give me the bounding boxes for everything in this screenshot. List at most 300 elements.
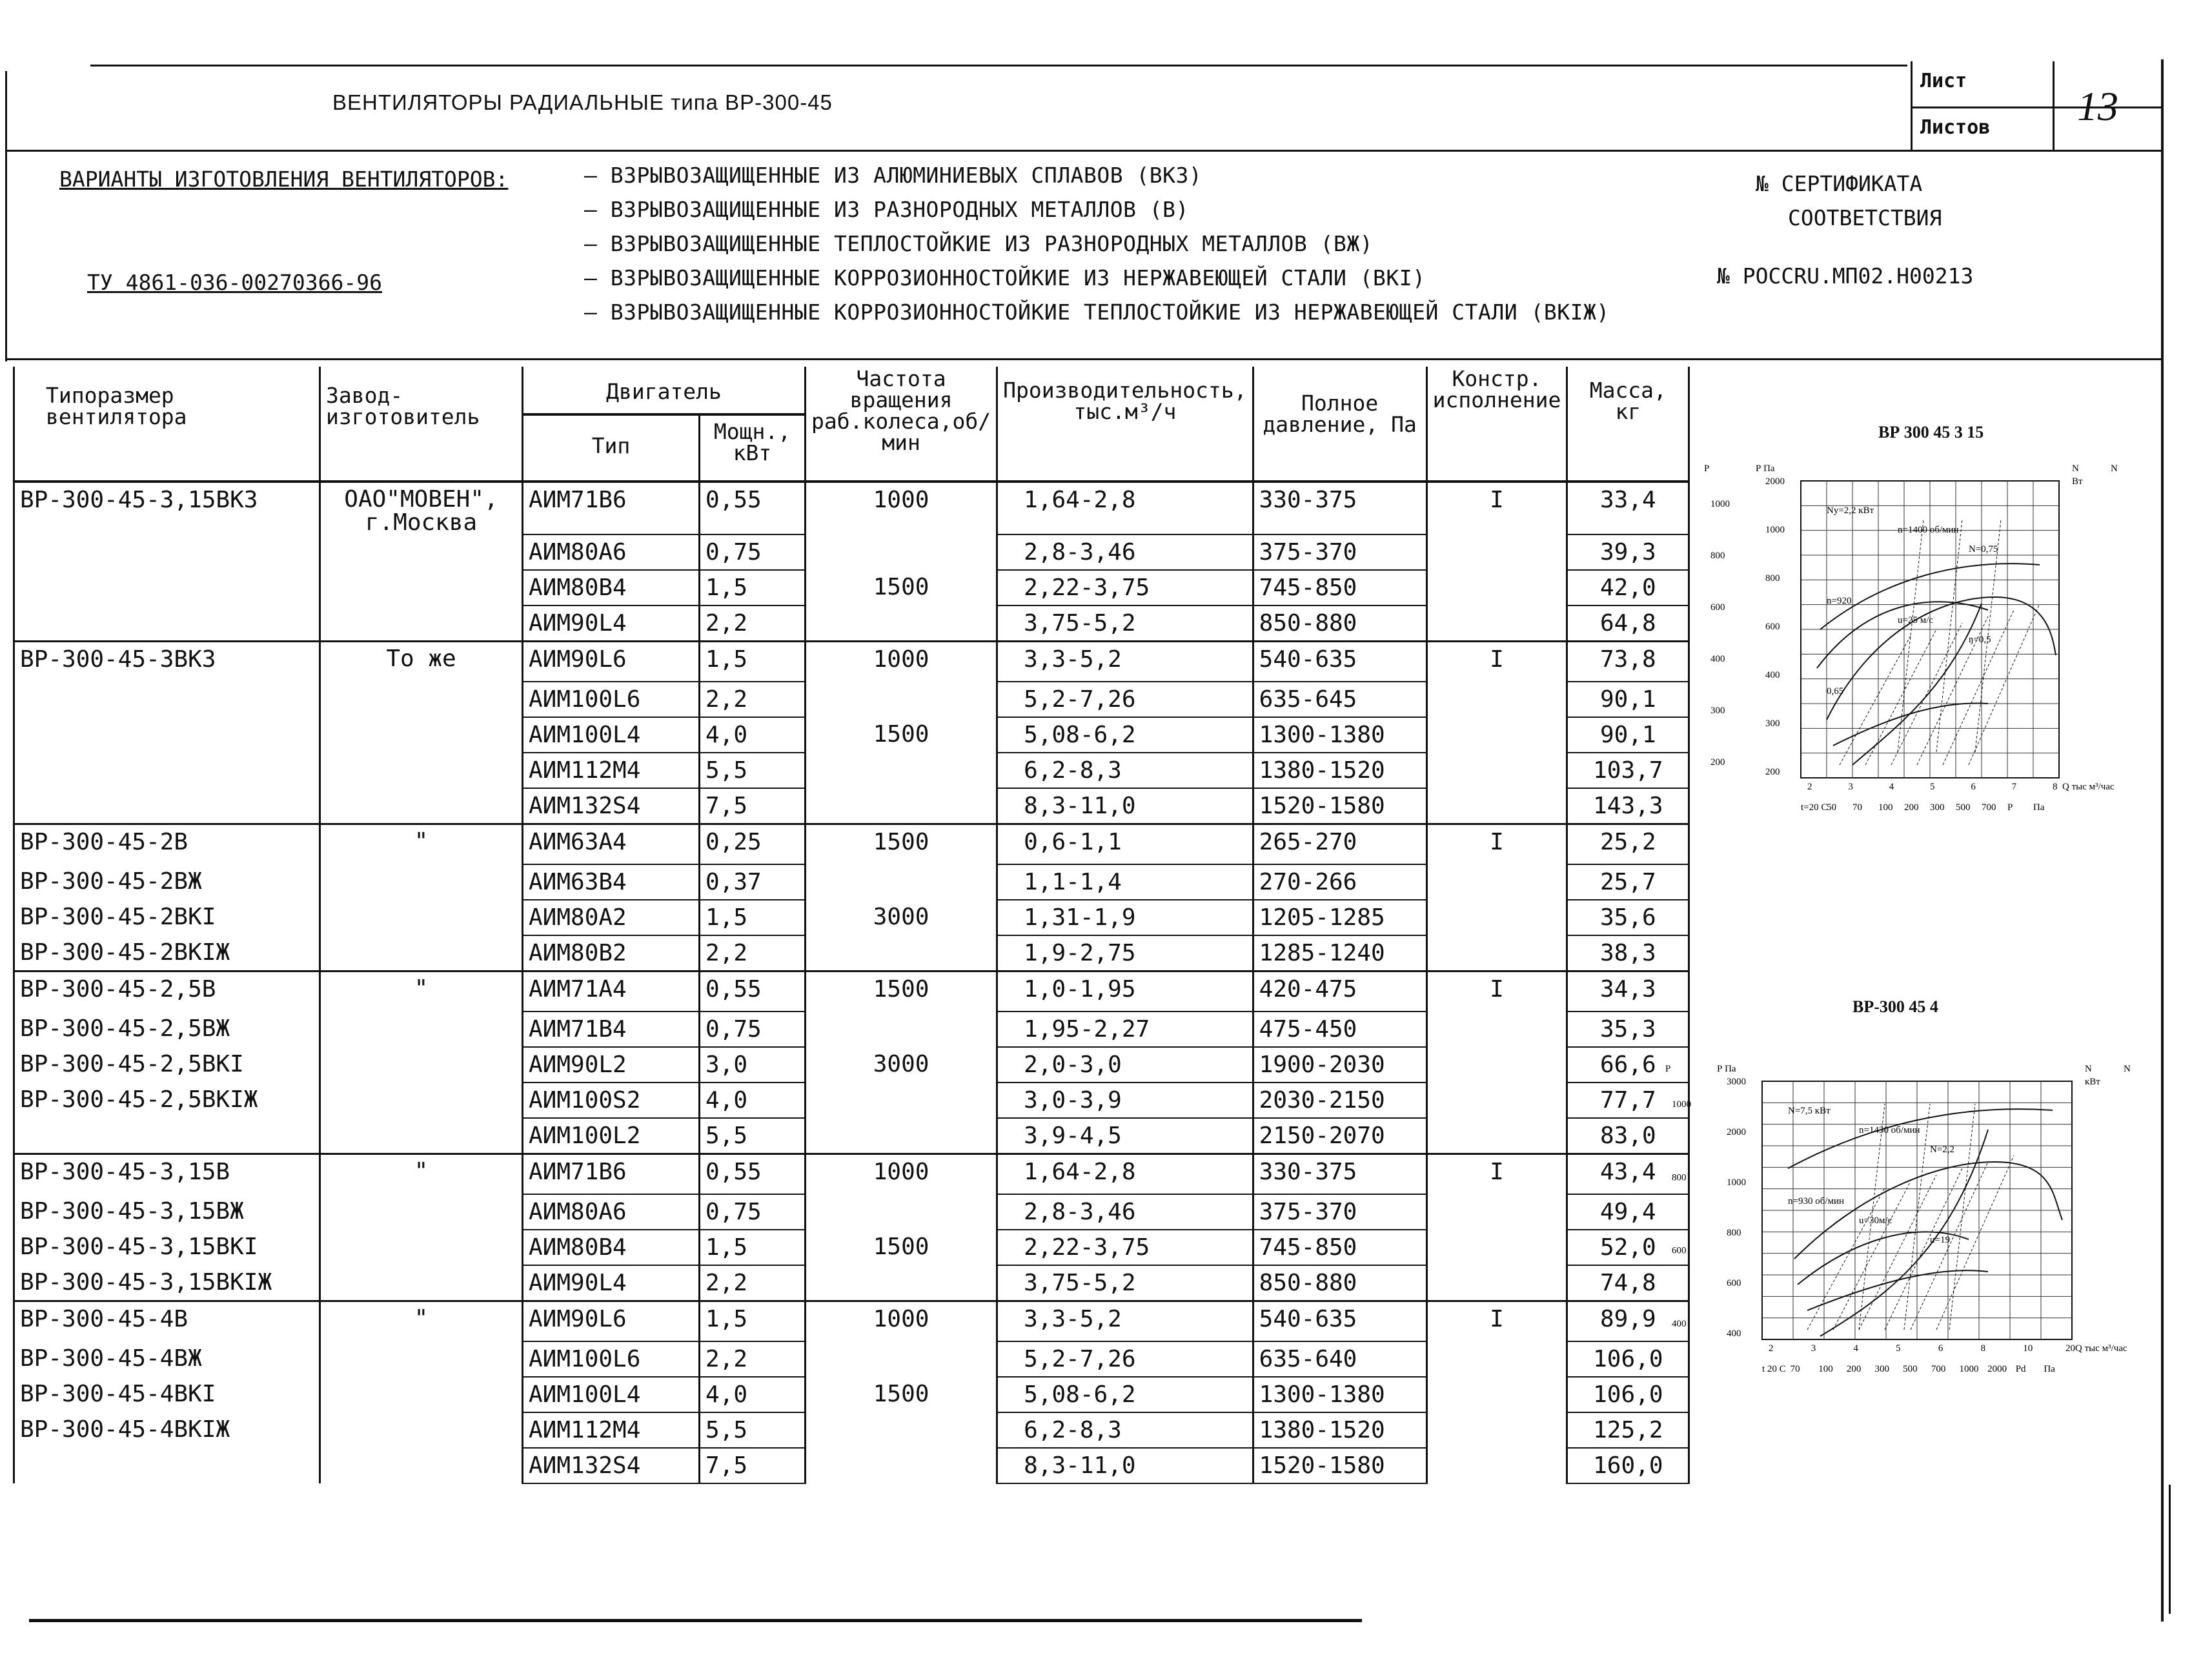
pressure-cell: 745-850 [1253,570,1426,605]
maker-cell [320,1083,523,1118]
x-tick: 6 [1938,1343,1943,1354]
x-tick: 2 [1807,782,1812,792]
size-cell: ВР-300-45-2,5В [14,971,320,1012]
mass-cell: 90,1 [1567,682,1689,717]
design-cell: I [1426,482,1567,534]
table-row [14,1154,1689,1195]
capacity-cell: 1,95-2,27 [997,1012,1253,1047]
bottom-scale-tick: 300 [1874,1364,1890,1374]
mass-cell: 160,0 [1567,1448,1689,1483]
sheet-number: 13 [2077,83,2118,129]
chart-plot [1665,1026,2182,1427]
y-tick-inner: 2000 [1727,1127,1746,1137]
mass-cell: 143,3 [1567,788,1689,824]
variant-item: – ВЗРЫВОЗАЩИЩЕННЫЕ ИЗ АЛЮМИНИЕВЫХ СПЛАВОВ (ВКЗ) [584,163,1202,188]
pressure-cell: 540-635 [1253,1301,1426,1342]
design-cell [1426,900,1567,935]
design-cell: I [1426,1154,1567,1195]
speed-cell [806,753,997,788]
speed-cell: 1500 [806,717,997,753]
design-cell [1426,605,1567,642]
y-axis-label: Вт [2072,476,2083,487]
maker-cell [320,1265,523,1301]
size-cell [14,534,320,570]
table-row [14,534,1689,570]
pressure-cell: 330-375 [1253,1154,1426,1195]
bottom-scale-tick: 700 [1982,802,1996,813]
speed-cell: 1500 [806,824,997,865]
speed-cell: 1500 [806,1377,997,1412]
motor-type-cell: АИМ90L2 [523,1047,700,1083]
capacity-cell: 0,6-1,1 [997,824,1253,865]
maker-cell [320,1230,523,1265]
size-cell: ВР-300-45-2,5ВЖ [14,1012,320,1047]
motor-power-cell: 2,2 [700,1265,806,1301]
x-tick: 10 [2023,1343,2033,1354]
mass-cell: 35,6 [1567,900,1689,935]
motor-type-cell: АИМ90L4 [523,605,700,642]
x-tick: 7 [2011,782,2017,792]
capacity-cell: 2,8-3,46 [997,534,1253,570]
y-axis-label: Р Па [1756,463,1775,474]
motor-type-cell: АИМ112М4 [523,753,700,788]
variants-label: ВАРИАНТЫ ИЗГОТОВЛЕНИЯ ВЕНТИЛЯТОРОВ: [59,167,509,192]
capacity-cell: 1,0-1,95 [997,971,1253,1012]
motor-power-cell: 0,75 [700,1194,806,1230]
x-tick: 20 [2065,1343,2075,1354]
motor-power-cell: 1,5 [700,570,806,605]
y-tick-outer: 400 [1710,654,1725,664]
page-title: ВЕНТИЛЯТОРЫ РАДИАЛЬНЫЕ типа ВР-300-45 [332,90,833,114]
variant-item: – ВЗРЫВОЗАЩИЩЕННЫЕ КОРРОЗИОННОСТОЙКИЕ ИЗ НЕРЖАВЕЮЩЕЙ СТАЛИ (ВКI) [584,265,1426,290]
bottom-rule [29,1619,1362,1622]
motor-power-cell: 1,5 [700,900,806,935]
design-cell [1426,864,1567,900]
x-tick: 8 [1980,1343,1986,1354]
design-cell [1426,1412,1567,1448]
size-cell [14,605,320,642]
bottom-scale-tick: 70 [1852,802,1862,813]
col-size-header: Типоразмер вентилятора [14,367,320,482]
maker-cell: " [320,824,523,865]
mass-cell: 49,4 [1567,1194,1689,1230]
col-motor-header: Двигатель [523,367,806,414]
mass-cell: 77,7 [1567,1083,1689,1118]
motor-type-cell: АИМ132S4 [523,1448,700,1483]
speed-cell: 1000 [806,1154,997,1195]
bottom-scale-tick: 1000 [1959,1364,1979,1374]
table-row [14,971,1689,1012]
y-tick-inner: 1000 [1727,1177,1746,1188]
size-cell: ВР-300-45-2,5ВКI [14,1047,320,1083]
y-tick-inner: 800 [1727,1228,1741,1238]
table-row [14,717,1689,753]
fan-spec-table [13,367,1690,1484]
col-mass-header: Масса, кг [1567,367,1689,482]
capacity-cell: 8,3-11,0 [997,788,1253,824]
pressure-cell: 2030-2150 [1253,1083,1426,1118]
capacity-cell: 6,2-8,3 [997,1412,1253,1448]
size-cell: ВР-300-45-3,15В [14,1154,320,1195]
col-speed-header: Частота вращения раб.колеса,об/мин [806,367,997,482]
maker-cell [320,1194,523,1230]
motor-type-cell: АИМ80А6 [523,534,700,570]
chart-annotation: N=0,75 [1969,544,1998,554]
mass-cell: 39,3 [1567,534,1689,570]
maker-cell: То же [320,642,523,682]
mass-cell: 125,2 [1567,1412,1689,1448]
x-tick: 8 [2053,782,2058,792]
table-row [14,642,1689,682]
size-cell: ВР-300-45-4ВКI [14,1377,320,1412]
capacity-cell: 3,3-5,2 [997,1301,1253,1342]
mass-cell: 89,9 [1567,1301,1689,1342]
pressure-cell: 1285-1240 [1253,935,1426,971]
maker-cell [320,605,523,642]
speed-cell [806,1118,997,1154]
col-capacity-header: Производительность, тыс.м³/ч [997,367,1253,482]
x-tick: 3 [1848,782,1853,792]
chart-annotation: ŋ=0,5 [1969,635,1991,645]
maker-cell: " [320,1301,523,1342]
motor-type-cell: АИМ100S2 [523,1083,700,1118]
y-axis-label: N [2111,463,2118,474]
certificate-subtitle: СООТВЕТСТВИЯ [1788,205,1942,230]
motor-power-cell: 3,0 [700,1047,806,1083]
x-tick: 5 [1930,782,1935,792]
pressure-cell: 540-635 [1253,642,1426,682]
table-row [14,1012,1689,1047]
size-cell: ВР-300-45-2ВКI [14,900,320,935]
motor-type-cell: АИМ90L4 [523,1265,700,1301]
variant-item: – ВЗРЫВОЗАЩИЩЕННЫЕ КОРРОЗИОННОСТОЙКИЕ ТЕПЛОСТОЙКИЕ ИЗ НЕРЖАВЕЮЩЕЙ СТАЛИ (ВКIЖ) [584,300,1610,325]
speed-cell: 1500 [806,570,997,605]
motor-power-cell: 7,5 [700,1448,806,1483]
pressure-cell: 1520-1580 [1253,788,1426,824]
design-cell [1426,1194,1567,1230]
bottom-scale-tick: 2000 [1987,1364,2007,1374]
design-cell [1426,1118,1567,1154]
x-axis-label: Q тыс м³/час [2062,782,2115,792]
capacity-cell: 1,64-2,8 [997,482,1253,534]
performance-chart-4 [1665,997,2182,1423]
mass-cell: 66,6 [1567,1047,1689,1083]
mass-cell: 73,8 [1567,642,1689,682]
motor-type-cell: АИМ80В4 [523,1230,700,1265]
design-cell [1426,1012,1567,1047]
motor-type-cell: АИМ100L2 [523,1118,700,1154]
size-cell: ВР-300-45-3,15ВКIЖ [14,1265,320,1301]
design-cell [1426,753,1567,788]
performance-chart-3-15 [1704,413,2169,852]
table-row [14,1341,1689,1377]
table-row [14,1412,1689,1448]
size-cell [14,753,320,788]
table-row [14,900,1689,935]
motor-power-cell: 4,0 [700,717,806,753]
mass-cell: 38,3 [1567,935,1689,971]
motor-power-cell: 0,37 [700,864,806,900]
chart-annotation: 0,65 [1827,686,1844,697]
x-tick: 2 [1769,1343,1774,1354]
mass-cell: 83,0 [1567,1118,1689,1154]
motor-power-cell: 0,55 [700,482,806,534]
capacity-cell: 1,64-2,8 [997,1154,1253,1195]
left-border [5,71,7,361]
motor-power-cell: 1,5 [700,642,806,682]
design-cell [1426,1377,1567,1412]
maker-cell [320,1377,523,1412]
chart-title: ВР 300 45 3 15 [1878,423,1984,442]
speed-cell: 1000 [806,1301,997,1342]
speed-cell [806,1448,997,1483]
capacity-cell: 6,2-8,3 [997,753,1253,788]
col-motor-type-header: Тип [523,414,700,482]
chart-annotation: n=920 [1827,596,1852,606]
table-row [14,1265,1689,1301]
y-axis-label: кВт [2085,1077,2100,1087]
speed-cell [806,864,997,900]
capacity-cell: 8,3-11,0 [997,1448,1253,1483]
variants-bottom-rule [6,358,2162,360]
motor-type-cell: АИМ112М4 [523,1412,700,1448]
col-motor-power-header: Мощн., кВт [700,414,806,482]
bottom-scale-tick: 70 [1790,1364,1800,1374]
y-tick-outer: 1000 [1710,499,1730,509]
pressure-cell: 2150-2070 [1253,1118,1426,1154]
bottom-scale-tick: t 20 С [1762,1364,1786,1374]
pressure-cell: 745-850 [1253,1230,1426,1265]
motor-power-cell: 7,5 [700,788,806,824]
bottom-scale-tick: 300 [1930,802,1945,813]
y-tick-inner: 200 [1765,767,1780,777]
mass-cell: 34,3 [1567,971,1689,1012]
speed-cell: 3000 [806,900,997,935]
y-tick-inner: 800 [1765,573,1780,584]
table-row [14,1194,1689,1230]
maker-cell [320,570,523,605]
capacity-cell: 5,2-7,26 [997,682,1253,717]
bottom-scale-tick: 200 [1846,1364,1862,1374]
speed-cell [806,1194,997,1230]
speed-cell [806,1265,997,1301]
bottom-scale-tick: 200 [1904,802,1919,813]
mass-cell: 106,0 [1567,1341,1689,1377]
tu-code: ТУ 4861-036-00270366-96 [87,270,382,295]
motor-type-cell: АИМ63В4 [523,864,700,900]
capacity-cell: 2,0-3,0 [997,1047,1253,1083]
bottom-scale-tick: 50 [1827,802,1836,813]
y-tick-outer: 800 [1710,551,1725,561]
design-cell: I [1426,971,1567,1012]
motor-power-cell: 4,0 [700,1083,806,1118]
maker-cell [320,900,523,935]
y-tick-inner: 600 [1765,622,1780,632]
table-row [14,570,1689,605]
capacity-cell: 5,08-6,2 [997,1377,1253,1412]
bottom-scale-tick: Р [2007,802,2013,813]
speed-cell [806,935,997,971]
sheet-label: Лист [1920,70,1967,92]
maker-cell [320,1118,523,1154]
capacity-cell: 2,22-3,75 [997,570,1253,605]
y-tick-inner: 3000 [1727,1077,1746,1087]
mass-cell: 25,7 [1567,864,1689,900]
maker-cell [320,1047,523,1083]
size-cell: ВР-300-45-2,5ВКIЖ [14,1083,320,1118]
capacity-cell: 2,8-3,46 [997,1194,1253,1230]
motor-type-cell: АИМ132S4 [523,788,700,824]
motor-type-cell: АИМ71В6 [523,482,700,534]
chart-title: ВР-300 45 4 [1852,997,1938,1016]
y-tick-inner: 600 [1727,1278,1741,1288]
pressure-cell: 265-270 [1253,824,1426,865]
header-bottom-rule [6,150,2162,152]
speed-cell [806,605,997,642]
mass-cell: 35,3 [1567,1012,1689,1047]
size-cell: ВР-300-45-4ВЖ [14,1341,320,1377]
capacity-cell: 5,08-6,2 [997,717,1253,753]
mass-cell: 64,8 [1567,605,1689,642]
chart-annotation: n=1430 об/мин [1859,1125,1920,1135]
bottom-scale-tick: 100 [1818,1364,1833,1374]
chart-annotation: u=30м/с [1859,1215,1892,1226]
table-row [14,864,1689,900]
mass-cell: 52,0 [1567,1230,1689,1265]
y-tick-inner: 2000 [1765,476,1785,487]
y-tick-outer: 800 [1672,1172,1687,1183]
design-cell: I [1426,1301,1567,1342]
motor-type-cell: АИМ71В6 [523,1154,700,1195]
chart-annotation: N=2,2 [1930,1144,1955,1155]
size-cell: ВР-300-45-2ВЖ [14,864,320,900]
mass-cell: 33,4 [1567,482,1689,534]
pressure-cell: 475-450 [1253,1012,1426,1047]
x-axis-label: Q тыс м³/час [2075,1343,2127,1354]
size-cell [14,682,320,717]
variant-item: – ВЗРЫВОЗАЩИЩЕННЫЕ ИЗ РАЗНОРОДНЫХ МЕТАЛЛОВ (В) [584,197,1189,222]
speed-cell [806,1012,997,1047]
design-cell [1426,1265,1567,1301]
maker-cell [320,1341,523,1377]
size-cell [14,1118,320,1154]
size-cell: ВР-300-45-3ВКЗ [14,642,320,682]
mass-cell: 74,8 [1567,1265,1689,1301]
right-bottom-mark [2169,1485,2171,1614]
bottom-scale-tick: Па [2033,802,2045,813]
speed-cell [806,682,997,717]
y-tick-inner: 400 [1765,670,1780,680]
capacity-cell: 5,2-7,26 [997,1341,1253,1377]
sheets-label: Листов [1920,116,1991,139]
table-row [14,605,1689,642]
motor-type-cell: АИМ100L4 [523,717,700,753]
capacity-cell: 2,22-3,75 [997,1230,1253,1265]
pressure-cell: 635-645 [1253,682,1426,717]
design-cell: I [1426,642,1567,682]
size-cell [14,717,320,753]
table-row [14,1377,1689,1412]
design-cell [1426,1341,1567,1377]
table-row [14,1083,1689,1118]
speed-cell: 3000 [806,1047,997,1083]
maker-cell: " [320,1154,523,1195]
bottom-scale-tick: Рd [2015,1364,2026,1374]
design-cell [1426,1448,1567,1483]
motor-type-cell: АИМ100L6 [523,1341,700,1377]
pressure-cell: 850-880 [1253,605,1426,642]
motor-power-cell: 1,5 [700,1301,806,1342]
x-tick: 5 [1896,1343,1901,1354]
certificate-number: № РОССRU.МП02.Н00213 [1717,263,1974,289]
design-cell [1426,935,1567,971]
motor-power-cell: 0,55 [700,971,806,1012]
speed-cell: 1000 [806,482,997,534]
motor-type-cell: АИМ80А6 [523,1194,700,1230]
table-row [14,824,1689,865]
capacity-cell: 3,9-4,5 [997,1118,1253,1154]
pressure-cell: 1300-1380 [1253,717,1426,753]
capacity-cell: 1,1-1,4 [997,864,1253,900]
motor-power-cell: 0,25 [700,824,806,865]
maker-cell [320,1012,523,1047]
table-row [14,1230,1689,1265]
table-row [14,1448,1689,1483]
size-cell [14,570,320,605]
size-cell [14,788,320,824]
motor-power-cell: 2,2 [700,682,806,717]
speed-cell [806,1412,997,1448]
size-cell: ВР-300-45-3,15ВКI [14,1230,320,1265]
size-cell: ВР-300-45-2В [14,824,320,865]
certificate-title: № СЕРТИФИКАТА [1756,171,1923,196]
capacity-cell: 3,75-5,2 [997,605,1253,642]
table-row [14,753,1689,788]
chart-annotation: Nу=2,2 кВт [1827,505,1874,516]
motor-type-cell: АИМ80В4 [523,570,700,605]
maker-cell: ОАО"МОВЕН", г.Москва [320,482,523,534]
size-cell [14,1448,320,1483]
pressure-cell: 1380-1520 [1253,753,1426,788]
pressure-cell: 635-640 [1253,1341,1426,1377]
y-axis-label: N [2072,463,2079,474]
motor-power-cell: 1,5 [700,1230,806,1265]
y-axis-label: Р [1704,463,1710,474]
speed-cell [806,1341,997,1377]
maker-cell [320,1412,523,1448]
mass-cell: 90,1 [1567,717,1689,753]
chart-annotation: N=7,5 кВт [1788,1106,1831,1116]
pressure-cell: 330-375 [1253,482,1426,534]
chart-annotation: n=930 об/мин [1788,1196,1845,1206]
pressure-cell: 1380-1520 [1253,1412,1426,1448]
y-tick-outer: 1000 [1672,1099,1691,1110]
y-tick-inner: 400 [1727,1328,1741,1339]
pressure-cell: 850-880 [1253,1265,1426,1301]
motor-power-cell: 0,55 [700,1154,806,1195]
motor-power-cell: 0,75 [700,1012,806,1047]
design-cell [1426,717,1567,753]
design-cell [1426,682,1567,717]
maker-cell [320,682,523,717]
table-row [14,682,1689,717]
table-row [14,1301,1689,1342]
bottom-scale-tick: Па [2044,1364,2055,1374]
col-maker-header: Завод-изготовитель [320,367,523,482]
chart-plot [1704,442,2169,855]
capacity-cell: 3,0-3,9 [997,1083,1253,1118]
speed-cell: 1500 [806,971,997,1012]
